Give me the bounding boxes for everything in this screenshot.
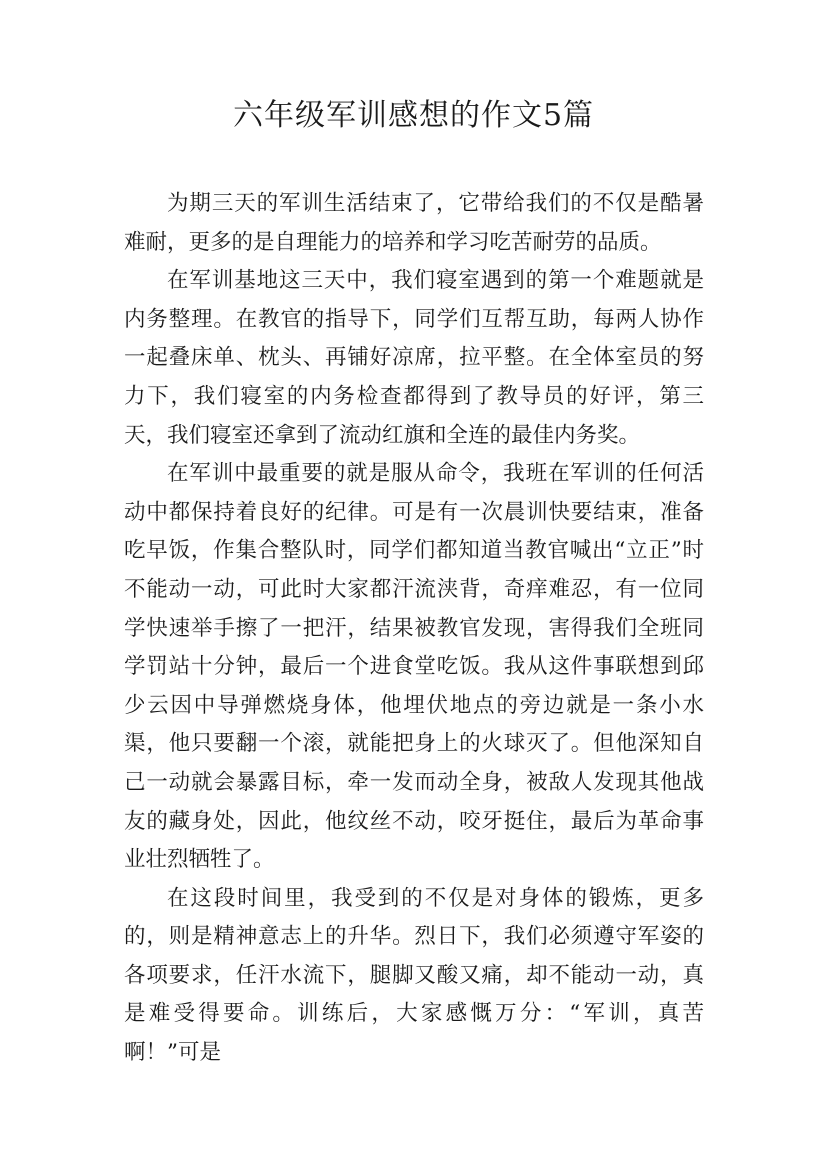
document-body xyxy=(124,185,704,1073)
document-title: 六年级军训感想的作文5篇 xyxy=(232,98,595,133)
paragraph: 在这段时间里，我受到的不仅是对身体的锻炼，更多的，则是精神意志上的升华。烈日下，我们必须遵守军姿的各项要求，任汗水流下，腿脚又酸又痛，却不能动一动，真是难受得要命。训练后，大家感慨万分：“军训，真苦啊！”可是 xyxy=(124,885,704,1066)
paragraph: 在军训中最重要的就是服从命令，我班在军训的任何活动中都保持着良好的纪律。可是有一次晨训快要结束，准备吃早饭，作集合整队时，同学们都知道当教官喊出“立正”时不能动一动，可此时大家都汗流浃背，奇痒难忍，有一位同学快速举手擦了一把汗，结果被教官发现，害得我们全班同学罚站十分钟，最后一个进食堂吃饭。我从这件事联想到邱少云因中导弹燃烧身体，他埋伏地点的旁边就是一条小水渠，他只要翻一个滚，就能把身上的火球灭了。但他深知自己一动就会暴露目标，牵一发而动全身，被敌人发现其他战友的藏身处，因此，他纹丝不动，咬牙挺住，最后为革命事业壮烈牺牲了。 xyxy=(124,461,704,873)
paragraph: 为期三天的军训生活结束了，它带给我们的不仅是酷暑难耐，更多的是自理能力的培养和学习吃苦耐劳的品质。 xyxy=(124,191,704,255)
paragraph: 在军训基地这三天中，我们寝室遇到的第一个难题就是内务整理。在教官的指导下，同学们互帮互助，每两人协作一起叠床单、枕头、再铺好凉席，拉平整。在全体室员的努力下，我们寝室的内务检查都得到了教导员的好评，第三天，我们寝室还拿到了流动红旗和全连的最佳内务奖。 xyxy=(124,268,704,448)
